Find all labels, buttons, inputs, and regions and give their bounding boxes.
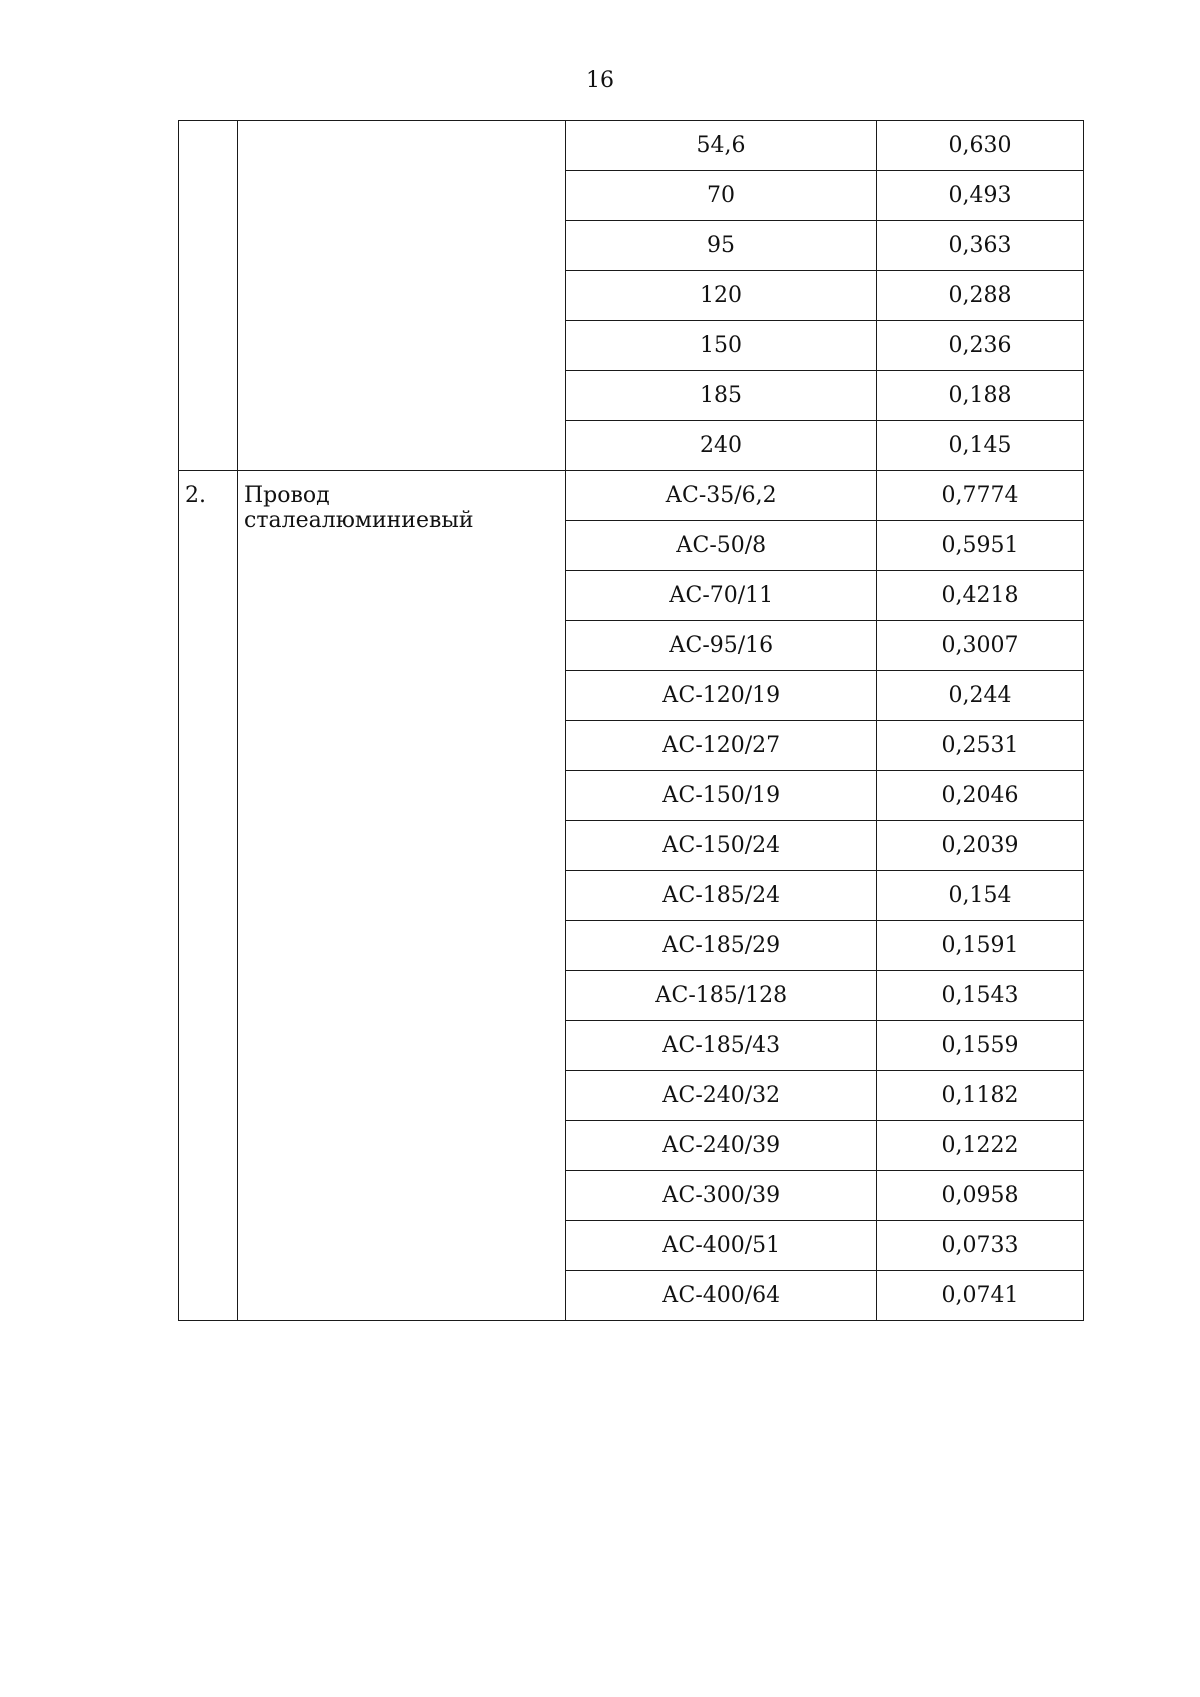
group-index-cell: 2. <box>179 471 238 1321</box>
value-cell: 0,288 <box>877 271 1084 321</box>
group-name-cell: Провод сталеалюминиевый <box>238 471 566 1321</box>
section-cell: АС-70/11 <box>566 571 877 621</box>
value-cell: 0,2531 <box>877 721 1084 771</box>
value-cell: 0,2046 <box>877 771 1084 821</box>
section-cell: АС-150/19 <box>566 771 877 821</box>
group-index-cell <box>179 121 238 471</box>
value-cell: 0,2039 <box>877 821 1084 871</box>
group-name-cell <box>238 121 566 471</box>
value-cell: 0,363 <box>877 221 1084 271</box>
value-cell: 0,244 <box>877 671 1084 721</box>
section-cell: АС-240/32 <box>566 1071 877 1121</box>
section-cell: АС-120/19 <box>566 671 877 721</box>
value-cell: 0,1222 <box>877 1121 1084 1171</box>
value-cell: 0,7774 <box>877 471 1084 521</box>
section-cell: 120 <box>566 271 877 321</box>
value-cell: 0,0741 <box>877 1271 1084 1321</box>
section-cell: АС-240/39 <box>566 1121 877 1171</box>
section-cell: АС-50/8 <box>566 521 877 571</box>
section-cell: АС-95/16 <box>566 621 877 671</box>
section-cell: АС-150/24 <box>566 821 877 871</box>
value-cell: 0,1543 <box>877 971 1084 1021</box>
section-cell: 70 <box>566 171 877 221</box>
value-cell: 0,1591 <box>877 921 1084 971</box>
section-cell: 240 <box>566 421 877 471</box>
value-cell: 0,145 <box>877 421 1084 471</box>
section-cell: АС-185/29 <box>566 921 877 971</box>
value-cell: 0,1559 <box>877 1021 1084 1071</box>
section-cell: АС-185/24 <box>566 871 877 921</box>
section-cell: 95 <box>566 221 877 271</box>
value-cell: 0,0958 <box>877 1171 1084 1221</box>
value-cell: 0,3007 <box>877 621 1084 671</box>
value-cell: 0,4218 <box>877 571 1084 621</box>
value-cell: 0,1182 <box>877 1071 1084 1121</box>
value-cell: 0,0733 <box>877 1221 1084 1271</box>
value-cell: 0,5951 <box>877 521 1084 571</box>
table-body <box>179 121 1084 1321</box>
section-cell: 150 <box>566 321 877 371</box>
value-cell: 0,154 <box>877 871 1084 921</box>
table-row <box>179 471 1084 521</box>
value-cell: 0,630 <box>877 121 1084 171</box>
section-cell: АС-35/6,2 <box>566 471 877 521</box>
page-number: 16 <box>586 68 614 93</box>
section-cell: АС-400/51 <box>566 1221 877 1271</box>
value-cell: 0,493 <box>877 171 1084 221</box>
section-cell: АС-300/39 <box>566 1171 877 1221</box>
section-cell: АС-185/43 <box>566 1021 877 1071</box>
wire-resistance-table <box>178 120 1084 1321</box>
table-row <box>179 121 1084 171</box>
section-cell: 54,6 <box>566 121 877 171</box>
value-cell: 0,236 <box>877 321 1084 371</box>
section-cell: АС-120/27 <box>566 721 877 771</box>
value-cell: 0,188 <box>877 371 1084 421</box>
section-cell: 185 <box>566 371 877 421</box>
section-cell: АС-400/64 <box>566 1271 877 1321</box>
section-cell: АС-185/128 <box>566 971 877 1021</box>
